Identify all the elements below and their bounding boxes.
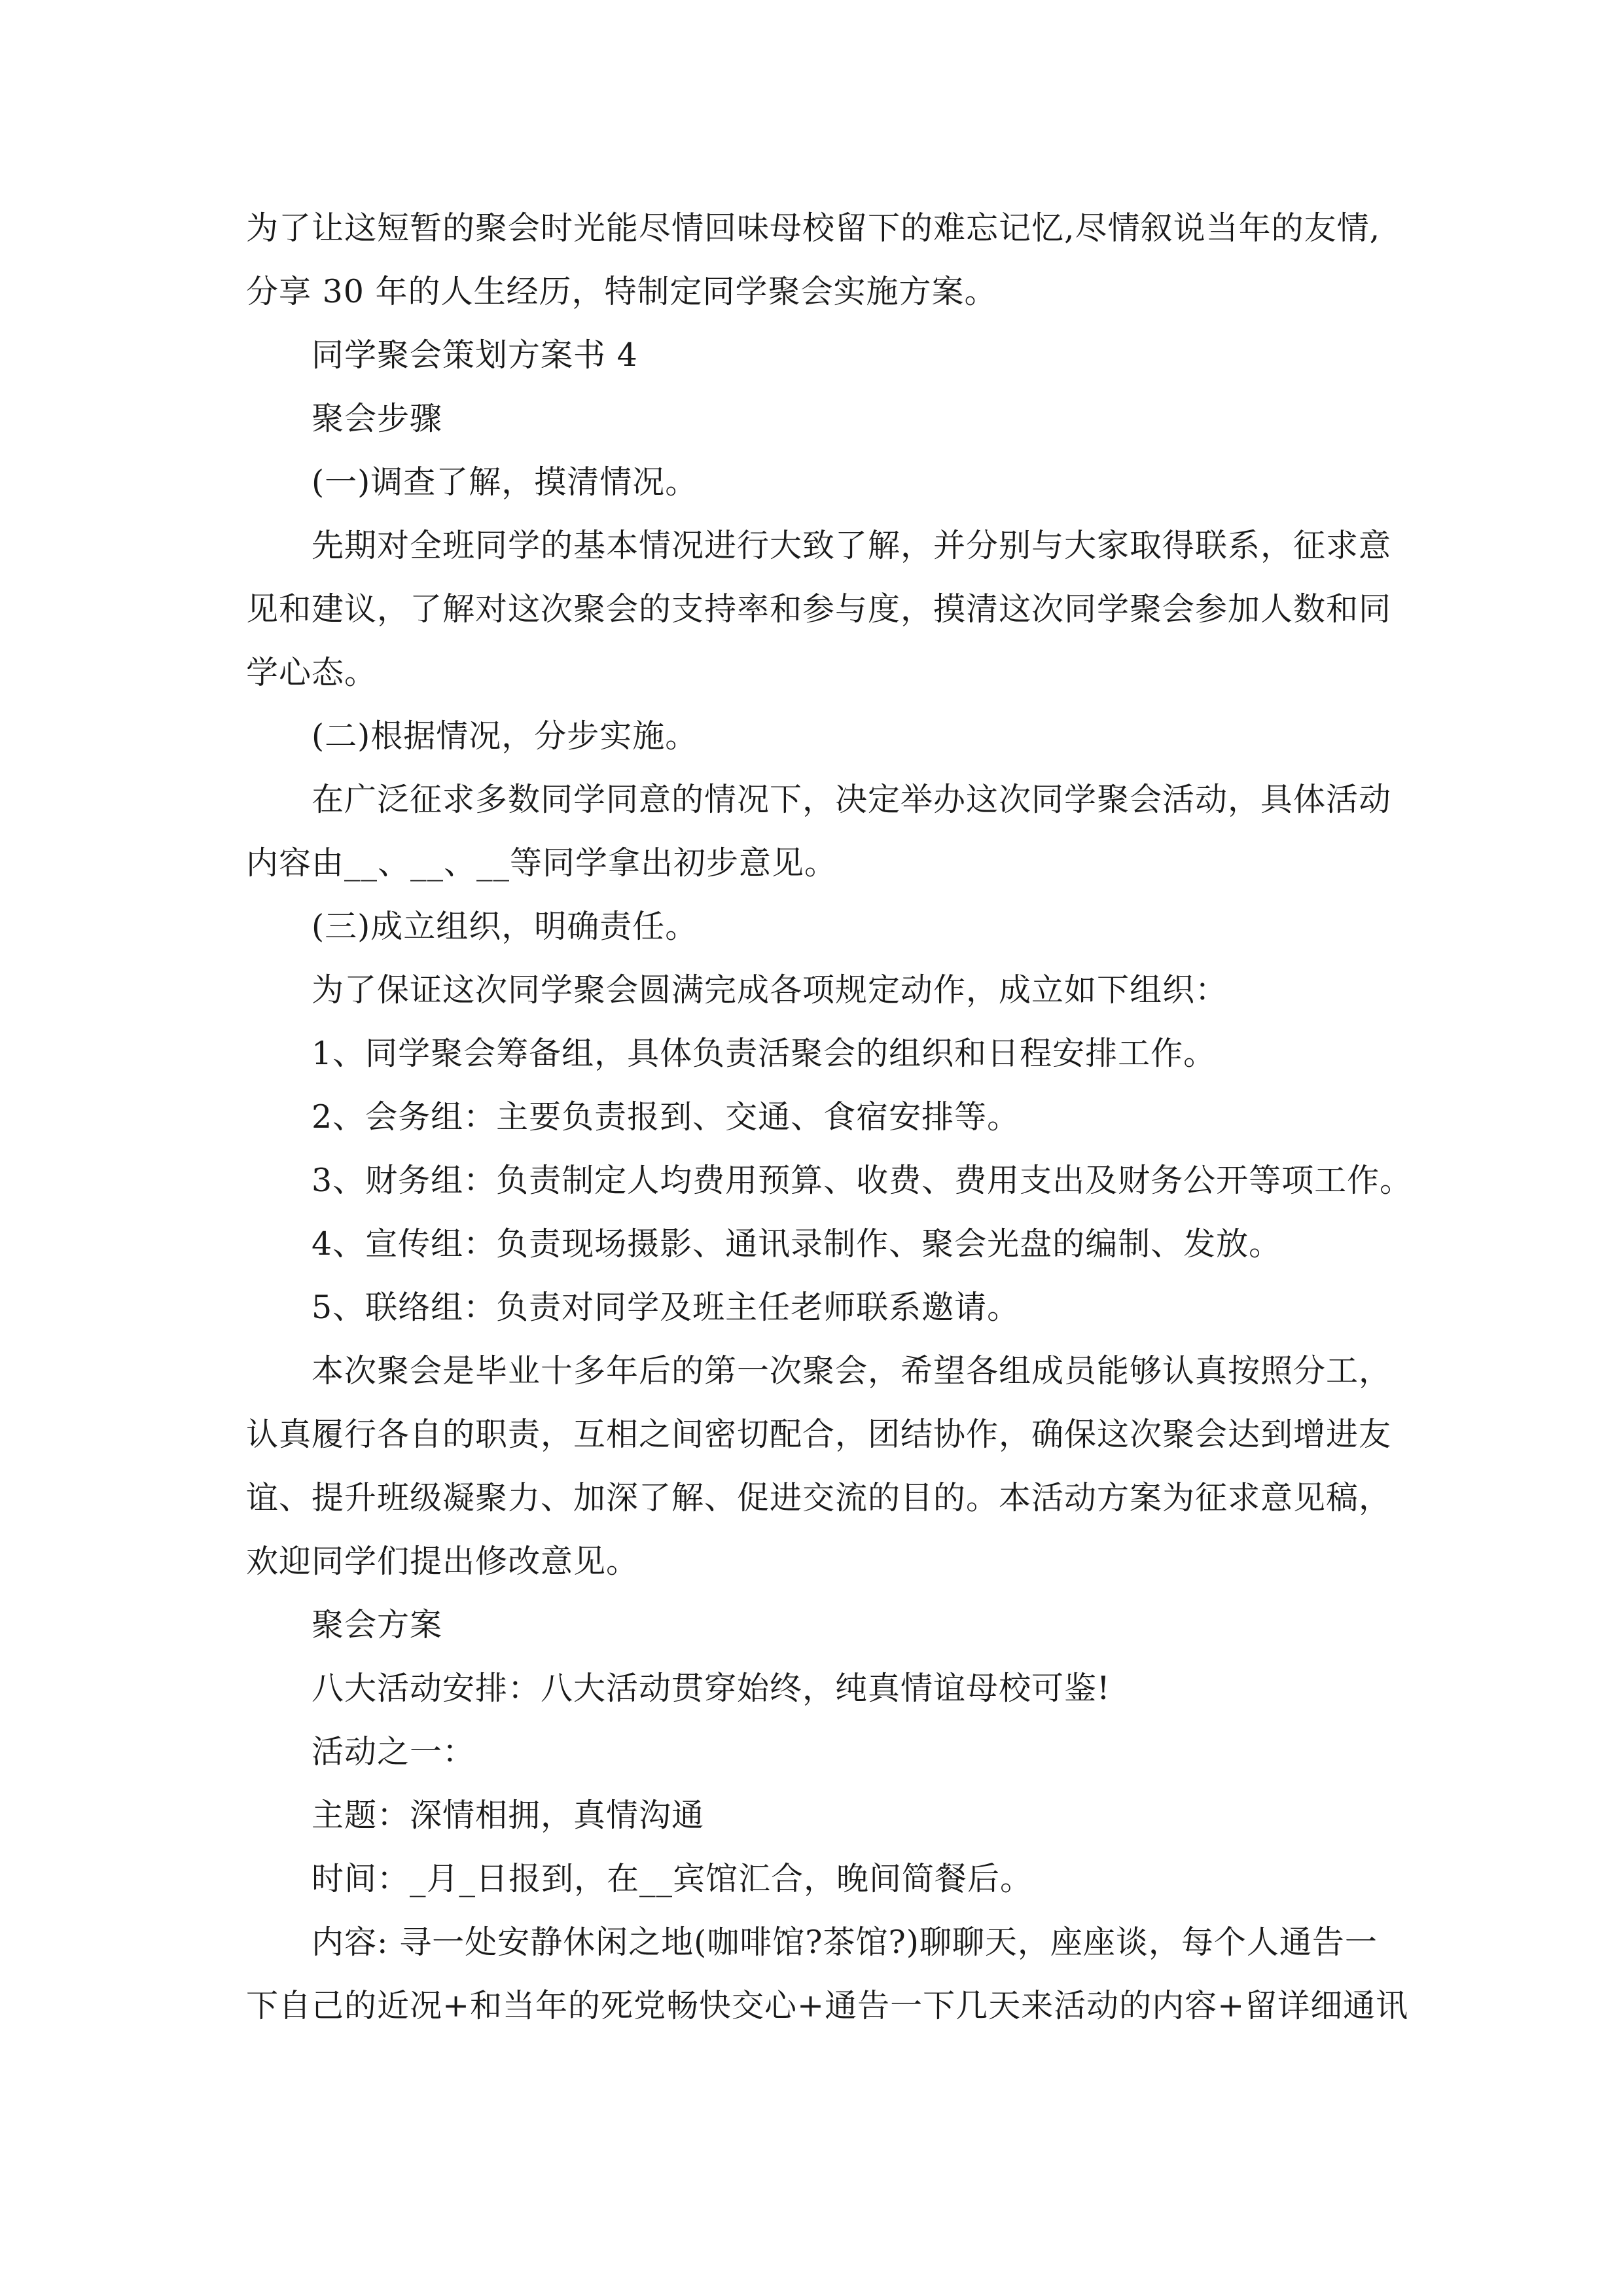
list-item: 4、宣传组：负责现场摄影、通讯录制作、聚会光盘的编制、发放。 xyxy=(312,1225,1282,1263)
list-item: 5、联络组：负责对同学及班主任老师联系邀请。 xyxy=(312,1289,1020,1326)
section-heading: 聚会方案 xyxy=(312,1606,443,1643)
paragraph-line: 内容由__、__、__等同学拿出初步意见。 xyxy=(246,844,838,882)
list-item: 1、同学聚会筹备组，具体负责活聚会的组织和日程安排工作。 xyxy=(312,1035,1217,1072)
paragraph-line: 八大活动安排：八大活动贯穿始终，纯真情谊母校可鉴! xyxy=(312,1670,1111,1707)
step-heading: (一)调查了解，摸清情况。 xyxy=(312,463,698,501)
list-item: 3、财务组：负责制定人均费用预算、收费、费用支出及财务公开等项工作。 xyxy=(312,1162,1413,1199)
activity-time: 时间：_月_日报到，在__宾馆汇合，晚间简餐后。 xyxy=(312,1860,1033,1897)
paragraph-line: 为了让这短暂的聚会时光能尽情回味母校留下的难忘记忆,尽情叙说当年的友情, xyxy=(246,209,1381,247)
paragraph-line: 见和建议，了解对这次聚会的支持率和参与度，摸清这次同学聚会参加人数和同 xyxy=(246,590,1392,628)
paragraph-line: 先期对全班同学的基本情况进行大致了解，并分别与大家取得联系，征求意 xyxy=(312,527,1392,564)
paragraph-line: 学心态。 xyxy=(246,654,378,691)
paragraph-line: 本次聚会是毕业十多年后的第一次聚会，希望各组成员能够认真按照分工， xyxy=(312,1352,1392,1390)
activity-theme: 主题：深情相拥，真情沟通 xyxy=(312,1797,705,1834)
activity-heading: 活动之一： xyxy=(312,1733,476,1770)
paragraph-line: 欢迎同学们提出修改意见。 xyxy=(246,1543,639,1580)
document-body xyxy=(246,196,1424,2037)
step-heading: (三)成立组织，明确责任。 xyxy=(312,908,698,945)
paragraph-line: 下自己的近况+和当年的死党畅快交心+通告一下几天来活动的内容+留详细通讯 xyxy=(246,1987,1409,2024)
paragraph-line: 在广泛征求多数同学同意的情况下，决定举办这次同学聚会活动，具体活动 xyxy=(312,781,1392,818)
paragraph-line: 分享 30 年的人生经历，特制定同学聚会实施方案。 xyxy=(246,273,997,310)
list-item: 2、会务组：主要负责报到、交通、食宿安排等。 xyxy=(312,1098,1020,1136)
section-heading: 聚会步骤 xyxy=(312,400,443,437)
section-title: 同学聚会策划方案书 4 xyxy=(312,336,638,374)
paragraph-line: 谊、提升班级凝聚力、加深了解、促进交流的目的。本活动方案为征求意见稿， xyxy=(246,1479,1392,1516)
paragraph-line: 认真履行各自的职责，互相之间密切配合，团结协作，确保这次聚会达到增进友 xyxy=(246,1416,1392,1453)
activity-content: 内容: 寻一处安静休闲之地(咖啡馆?茶馆?)聊聊天，座座谈，每个人通告一 xyxy=(312,1924,1378,1961)
paragraph-line: 为了保证这次同学聚会圆满完成各项规定动作，成立如下组织： xyxy=(312,971,1228,1009)
step-heading: (二)根据情况，分步实施。 xyxy=(312,717,698,755)
